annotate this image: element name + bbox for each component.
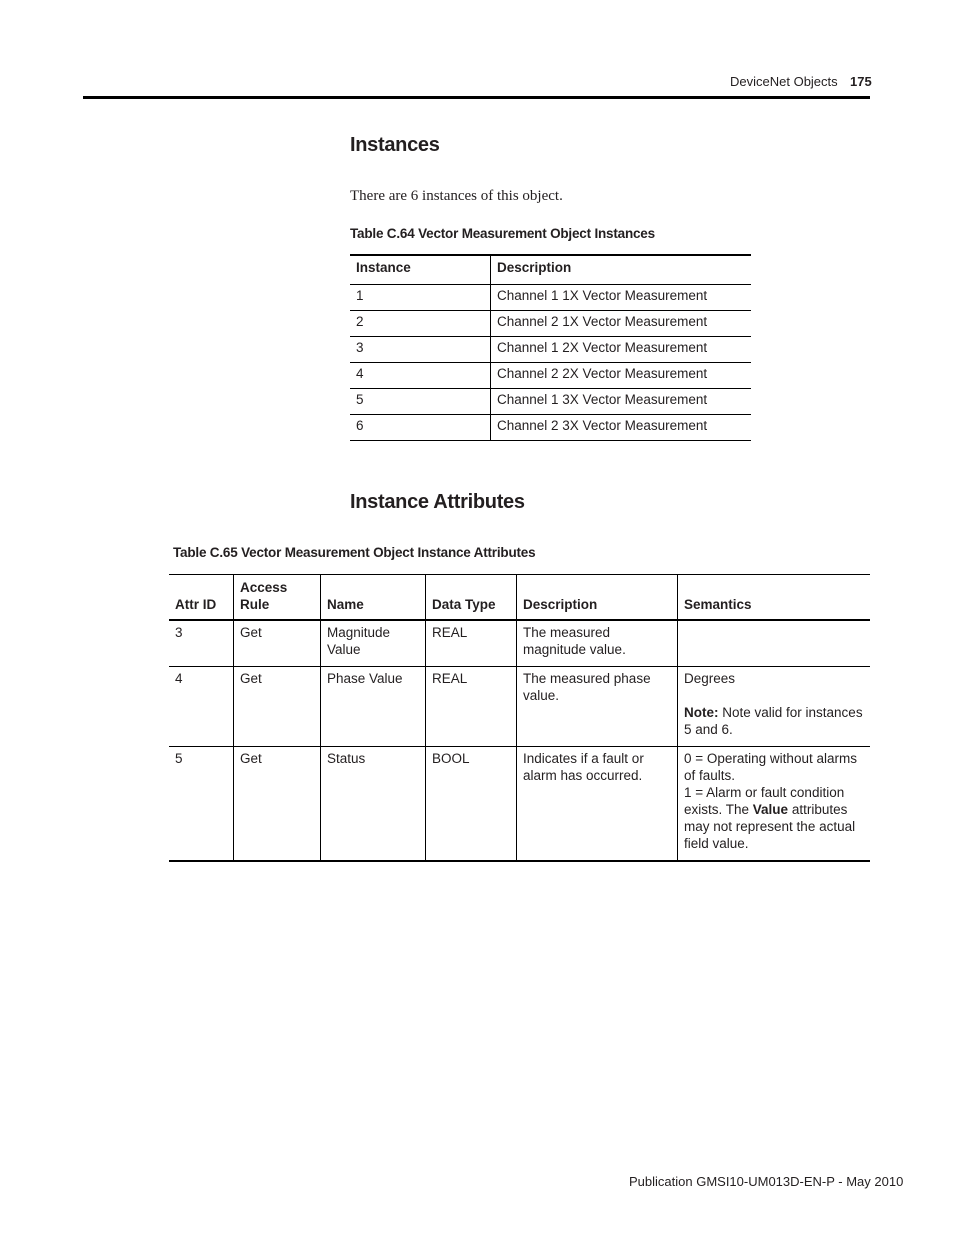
header-rule bbox=[83, 96, 870, 99]
table-row bbox=[350, 311, 751, 337]
description-cell: Indicates if a fault or alarm has occurred. bbox=[517, 747, 678, 862]
access-rule-cell: Get bbox=[234, 667, 321, 747]
column-header: Description bbox=[517, 575, 678, 621]
table-row bbox=[169, 747, 870, 862]
publication-footer: Publication GMSI10-UM013D-EN-P - May 2010 bbox=[629, 1174, 904, 1189]
access-rule-cell: Get bbox=[234, 747, 321, 862]
column-header: Attr ID bbox=[169, 575, 234, 621]
table-row bbox=[350, 389, 751, 415]
table-row bbox=[350, 285, 751, 311]
data-type-cell: BOOL bbox=[426, 747, 517, 862]
section-title: DeviceNet Objects bbox=[730, 74, 838, 89]
column-header: Description bbox=[491, 255, 752, 285]
name-cell: Phase Value bbox=[321, 667, 426, 747]
semantics-line bbox=[684, 784, 864, 852]
table-row bbox=[169, 620, 870, 667]
paragraph-spacer bbox=[684, 687, 864, 704]
instances-table bbox=[350, 254, 751, 441]
semantics-text: Degrees bbox=[684, 671, 736, 686]
description-cell: The measured phase value. bbox=[517, 667, 678, 747]
table-c65-caption: Table C.65 Vector Measurement Object Instance Attributes bbox=[173, 545, 536, 560]
table-row bbox=[350, 415, 751, 441]
semantics-line: 0 = Operating without alarms of faults. bbox=[684, 751, 857, 783]
instance-cell: 2 bbox=[350, 311, 491, 337]
table-row bbox=[169, 667, 870, 747]
semantics-note bbox=[684, 704, 864, 738]
access-rule-cell: Get bbox=[234, 620, 321, 667]
instance-cell: 5 bbox=[350, 389, 491, 415]
description-cell: Channel 1 2X Vector Measurement bbox=[491, 337, 752, 363]
instance-cell: 6 bbox=[350, 415, 491, 441]
semantics-text: 1 = Alarm or fault condition exists. The bbox=[684, 785, 845, 817]
description-cell: Channel 2 2X Vector Measurement bbox=[491, 363, 752, 389]
description-cell: Channel 2 3X Vector Measurement bbox=[491, 415, 752, 441]
table-c64-caption: Table C.64 Vector Measurement Object Instances bbox=[350, 226, 655, 241]
semantics-cell bbox=[678, 667, 871, 747]
column-header: Instance bbox=[350, 255, 491, 285]
instance-cell: 3 bbox=[350, 337, 491, 363]
instance-attributes-table bbox=[169, 574, 870, 862]
instance-attributes-heading: Instance Attributes bbox=[350, 491, 525, 513]
description-cell: Channel 2 1X Vector Measurement bbox=[491, 311, 752, 337]
instance-cell: 4 bbox=[350, 363, 491, 389]
semantics-text: attributes may not represent the actual field value. bbox=[684, 802, 856, 851]
column-header: Access Rule bbox=[234, 575, 321, 621]
note-label: Note: bbox=[684, 705, 719, 720]
column-header: Data Type bbox=[426, 575, 517, 621]
table-row bbox=[350, 337, 751, 363]
data-type-cell: REAL bbox=[426, 667, 517, 747]
name-cell: Status bbox=[321, 747, 426, 862]
instance-cell: 1 bbox=[350, 285, 491, 311]
table-header-row bbox=[350, 255, 751, 285]
data-type-cell: REAL bbox=[426, 620, 517, 667]
table-header-row bbox=[169, 575, 870, 621]
description-cell: Channel 1 3X Vector Measurement bbox=[491, 389, 752, 415]
semantics-cell bbox=[678, 747, 871, 862]
instances-intro: There are 6 instances of this object. bbox=[350, 188, 563, 204]
note-text: Note valid for instances 5 and 6. bbox=[684, 705, 863, 737]
column-header: Name bbox=[321, 575, 426, 621]
attr-id-cell: 5 bbox=[169, 747, 234, 862]
attr-id-cell: 3 bbox=[169, 620, 234, 667]
table-row bbox=[350, 363, 751, 389]
value-keyword: Value bbox=[752, 802, 789, 817]
description-cell: Channel 1 1X Vector Measurement bbox=[491, 285, 752, 311]
name-cell: Magnitude Value bbox=[321, 620, 426, 667]
column-header: Semantics bbox=[678, 575, 871, 621]
description-cell: The measured magnitude value. bbox=[517, 620, 678, 667]
instances-heading: Instances bbox=[350, 134, 440, 156]
attr-id-cell: 4 bbox=[169, 667, 234, 747]
semantics-cell bbox=[678, 620, 871, 667]
page-number: 175 bbox=[850, 74, 872, 89]
